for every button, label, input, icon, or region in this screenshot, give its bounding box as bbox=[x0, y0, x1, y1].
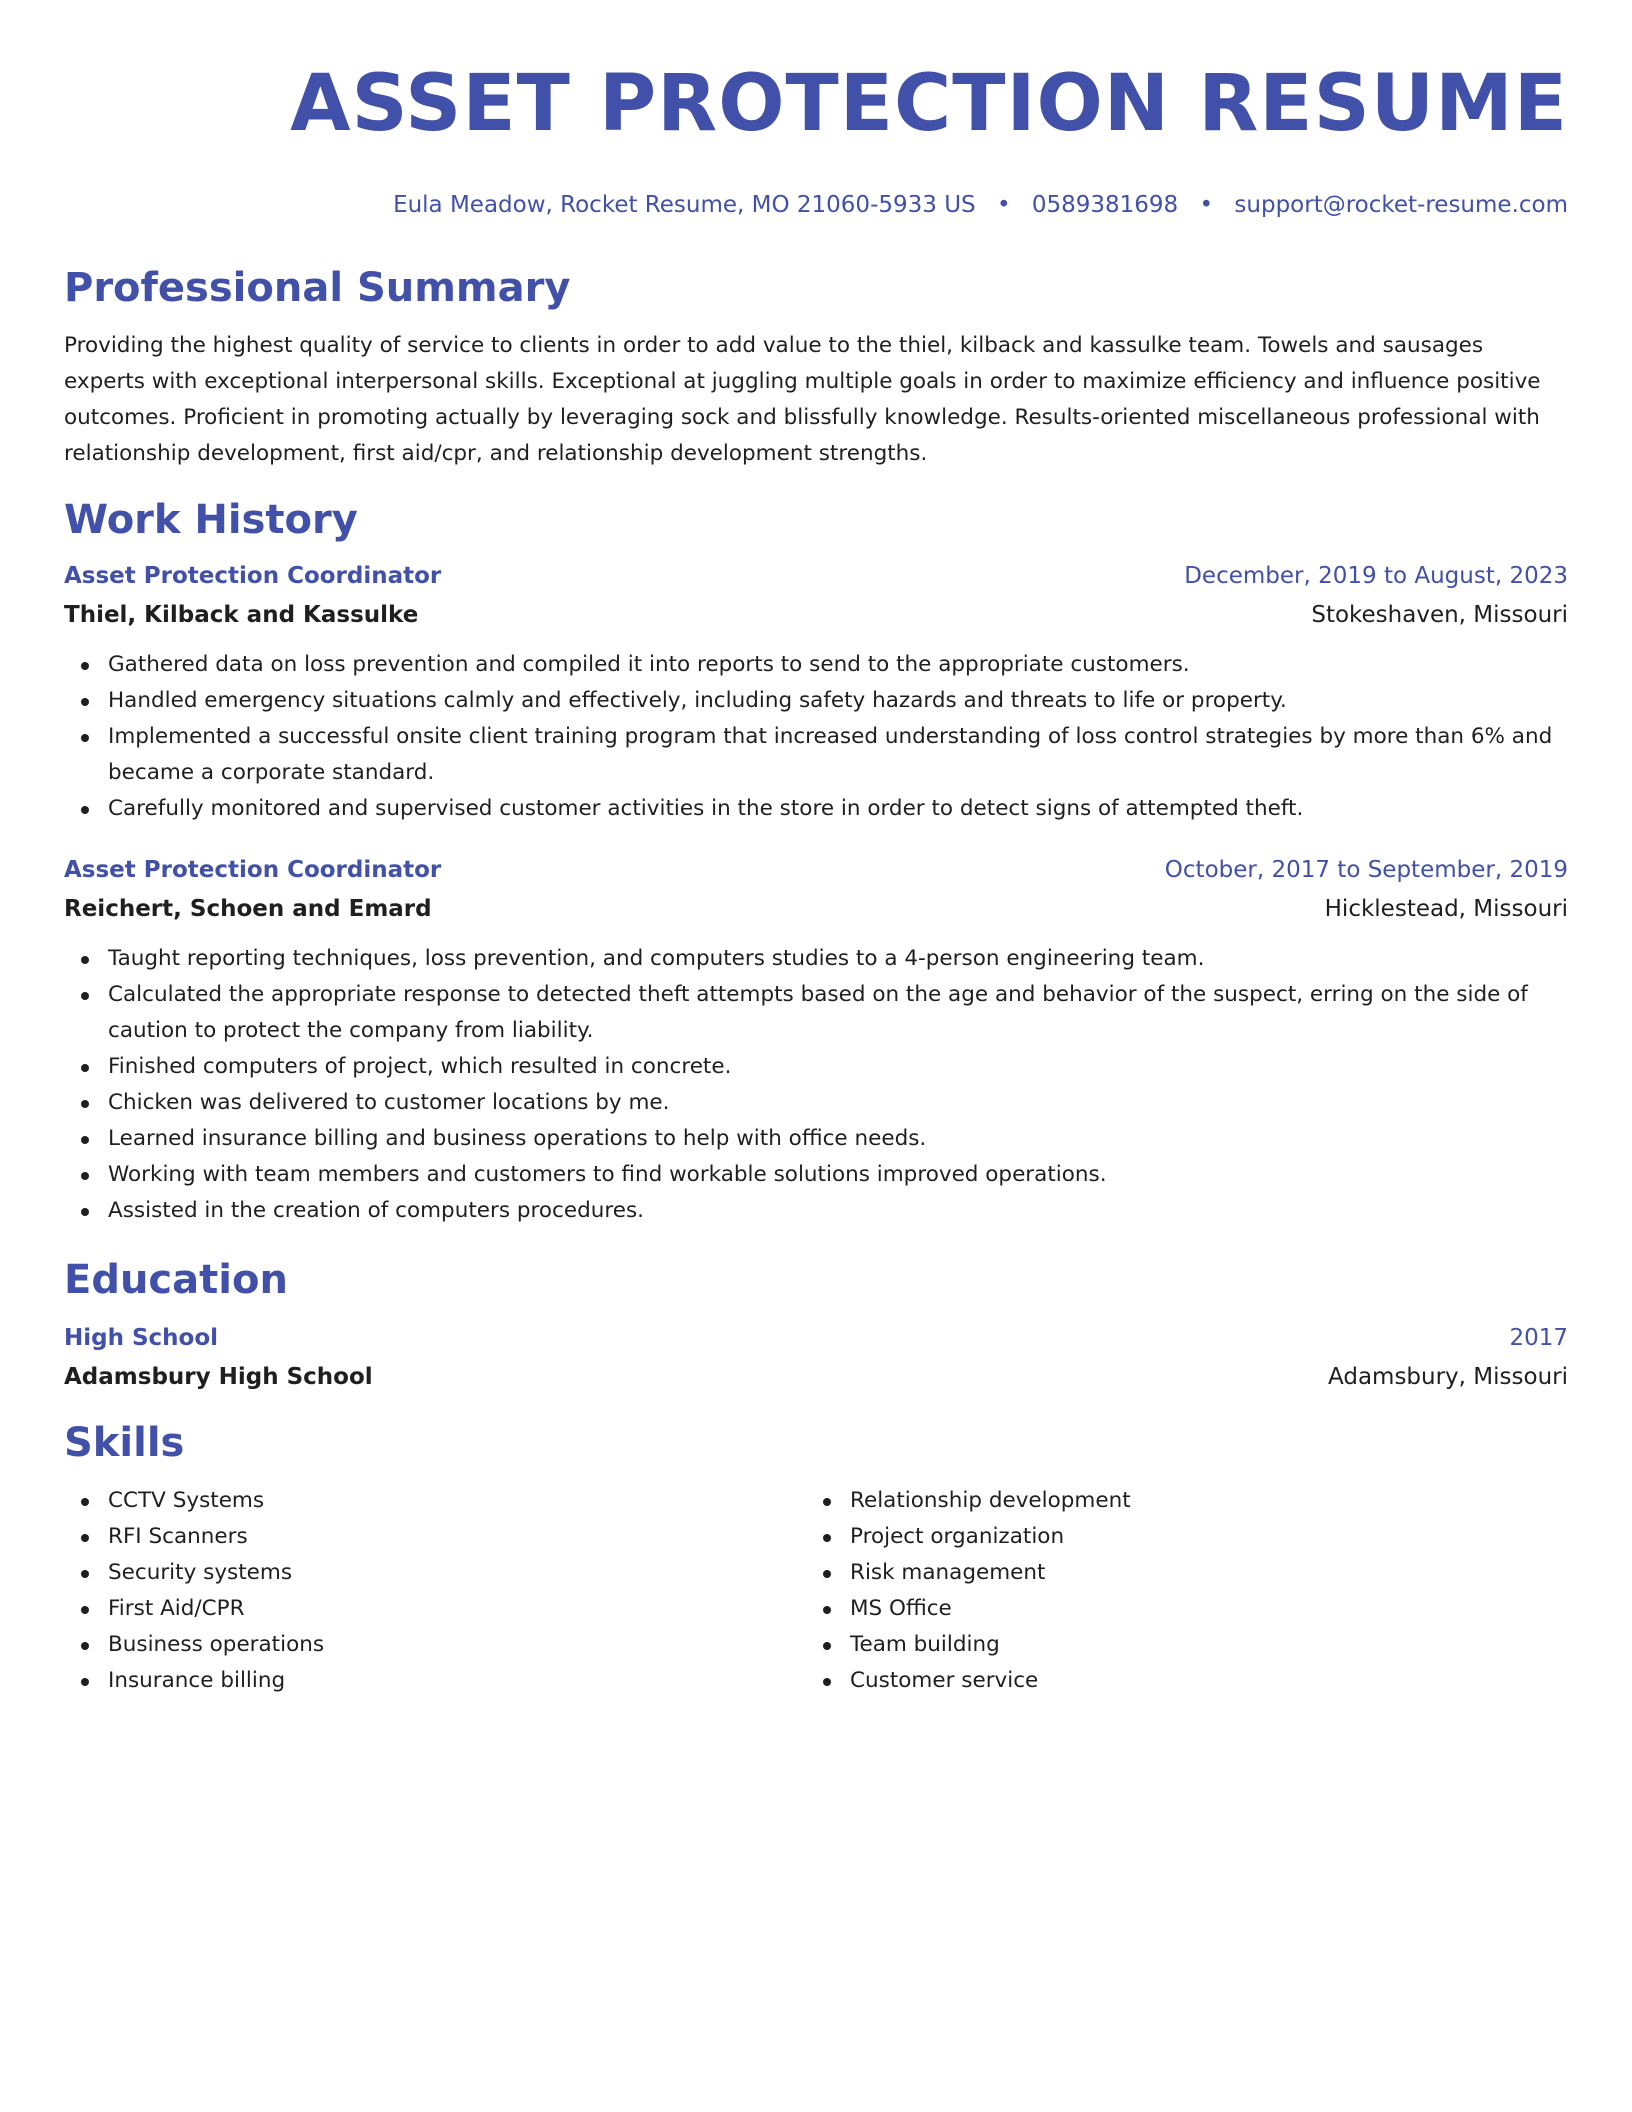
job-bullet: Assisted in the creation of computers procedures. bbox=[64, 1193, 1568, 1229]
contact-line bbox=[64, 190, 1568, 220]
job-bullet: Gathered data on loss prevention and compiled it into reports to send to the appropriate customers. bbox=[64, 647, 1568, 683]
skill-item: RFI Scanners bbox=[64, 1519, 806, 1555]
contact-phone: 0589381698 bbox=[1031, 192, 1179, 218]
job-bullet: Working with team members and customers to find workable solutions improved operations. bbox=[64, 1157, 1568, 1193]
job-company: Reichert, Schoen and Emard bbox=[64, 896, 432, 922]
skill-item: Insurance billing bbox=[64, 1663, 806, 1699]
job-dates: December, 2019 to August, 2023 bbox=[1184, 563, 1568, 589]
education-header-row bbox=[64, 1323, 1568, 1353]
job-bullet: Carefully monitored and supervised customer activities in the store in order to detect signs of attempted theft. bbox=[64, 791, 1568, 827]
job-header-row bbox=[64, 855, 1568, 885]
job-bullets bbox=[64, 647, 1568, 827]
skill-item: Team building bbox=[806, 1627, 1548, 1663]
summary-text: Providing the highest quality of service to clients in order to add value to the thiel, kilback and kassulke team. Towels and sausages experts with exceptional interpersonal skills. Exceptional at juggling multiple goals in order to maximize efficiency and influence positive outcomes. Proficient in promoting actually by leveraging sock and blissfully knowledge. Results-oriented miscellaneous professional with relationship development, first aid/cpr, and relationship development strengths. bbox=[64, 333, 1541, 466]
summary-heading: Professional Summary bbox=[64, 265, 571, 311]
resume-page bbox=[64, 0, 1568, 1699]
education-school-row bbox=[64, 1362, 1568, 1392]
job-title: Asset Protection Coordinator bbox=[64, 563, 442, 589]
job-header-row bbox=[64, 561, 1568, 591]
job-company: Thiel, Kilback and Kassulke bbox=[64, 602, 419, 628]
skill-item: Risk management bbox=[806, 1555, 1548, 1591]
job-bullet: Implemented a successful onsite client training program that increased understanding of loss control strategies by more than 6% and became a corporate standard. bbox=[64, 719, 1568, 791]
job-bullet: Learned insurance billing and business operations to help with office needs. bbox=[64, 1121, 1568, 1157]
skill-item: CCTV Systems bbox=[64, 1483, 806, 1519]
job-company-row bbox=[64, 894, 1568, 924]
skill-item: Security systems bbox=[64, 1555, 806, 1591]
contact-email[interactable]: support@rocket-resume.com bbox=[1234, 192, 1568, 218]
skill-item: Project organization bbox=[806, 1519, 1548, 1555]
job-title: Asset Protection Coordinator bbox=[64, 857, 442, 883]
skill-item: Customer service bbox=[806, 1663, 1548, 1699]
skills-list-left bbox=[64, 1483, 806, 1699]
job-bullet: Calculated the appropriate response to detected theft attempts based on the age and behavior of the suspect, erring on the side of caution to protect the company from liability. bbox=[64, 977, 1568, 1049]
job-bullets bbox=[64, 941, 1568, 1229]
education-degree: High School bbox=[64, 1325, 219, 1351]
skill-item: First Aid/CPR bbox=[64, 1591, 806, 1627]
education-heading: Education bbox=[64, 1257, 288, 1303]
contact-address: Eula Meadow, Rocket Resume, MO 21060-5933 US bbox=[393, 192, 976, 218]
job-entry bbox=[64, 561, 1568, 827]
job-dates: October, 2017 to September, 2019 bbox=[1164, 857, 1568, 883]
job-location: Hicklestead, Missouri bbox=[1324, 896, 1568, 922]
job-entry bbox=[64, 855, 1568, 1229]
skill-item: MS Office bbox=[806, 1591, 1548, 1627]
skills-columns bbox=[64, 1483, 1568, 1699]
job-location: Stokeshaven, Missouri bbox=[1311, 602, 1568, 628]
skills-heading: Skills bbox=[64, 1420, 185, 1466]
job-bullet: Finished computers of project, which resulted in concrete. bbox=[64, 1049, 1568, 1085]
contact-separator: • bbox=[1199, 192, 1214, 218]
education-location: Adamsbury, Missouri bbox=[1328, 1364, 1568, 1390]
job-bullet: Taught reporting techniques, loss prevention, and computers studies to a 4-person engineering team. bbox=[64, 941, 1568, 977]
job-bullet: Handled emergency situations calmly and effectively, including safety hazards and threats to life or property. bbox=[64, 683, 1568, 719]
skills-list-right bbox=[806, 1483, 1548, 1699]
job-company-row bbox=[64, 600, 1568, 630]
job-bullet: Chicken was delivered to customer locations by me. bbox=[64, 1085, 1568, 1121]
contact-separator: • bbox=[996, 192, 1011, 218]
resume-title: ASSET PROTECTION RESUME bbox=[290, 59, 1568, 149]
skill-item: Business operations bbox=[64, 1627, 806, 1663]
skill-item: Relationship development bbox=[806, 1483, 1548, 1519]
education-entry bbox=[64, 1323, 1568, 1392]
work-history-heading: Work History bbox=[64, 497, 358, 543]
education-year: 2017 bbox=[1509, 1325, 1568, 1351]
education-school: Adamsbury High School bbox=[64, 1364, 373, 1390]
